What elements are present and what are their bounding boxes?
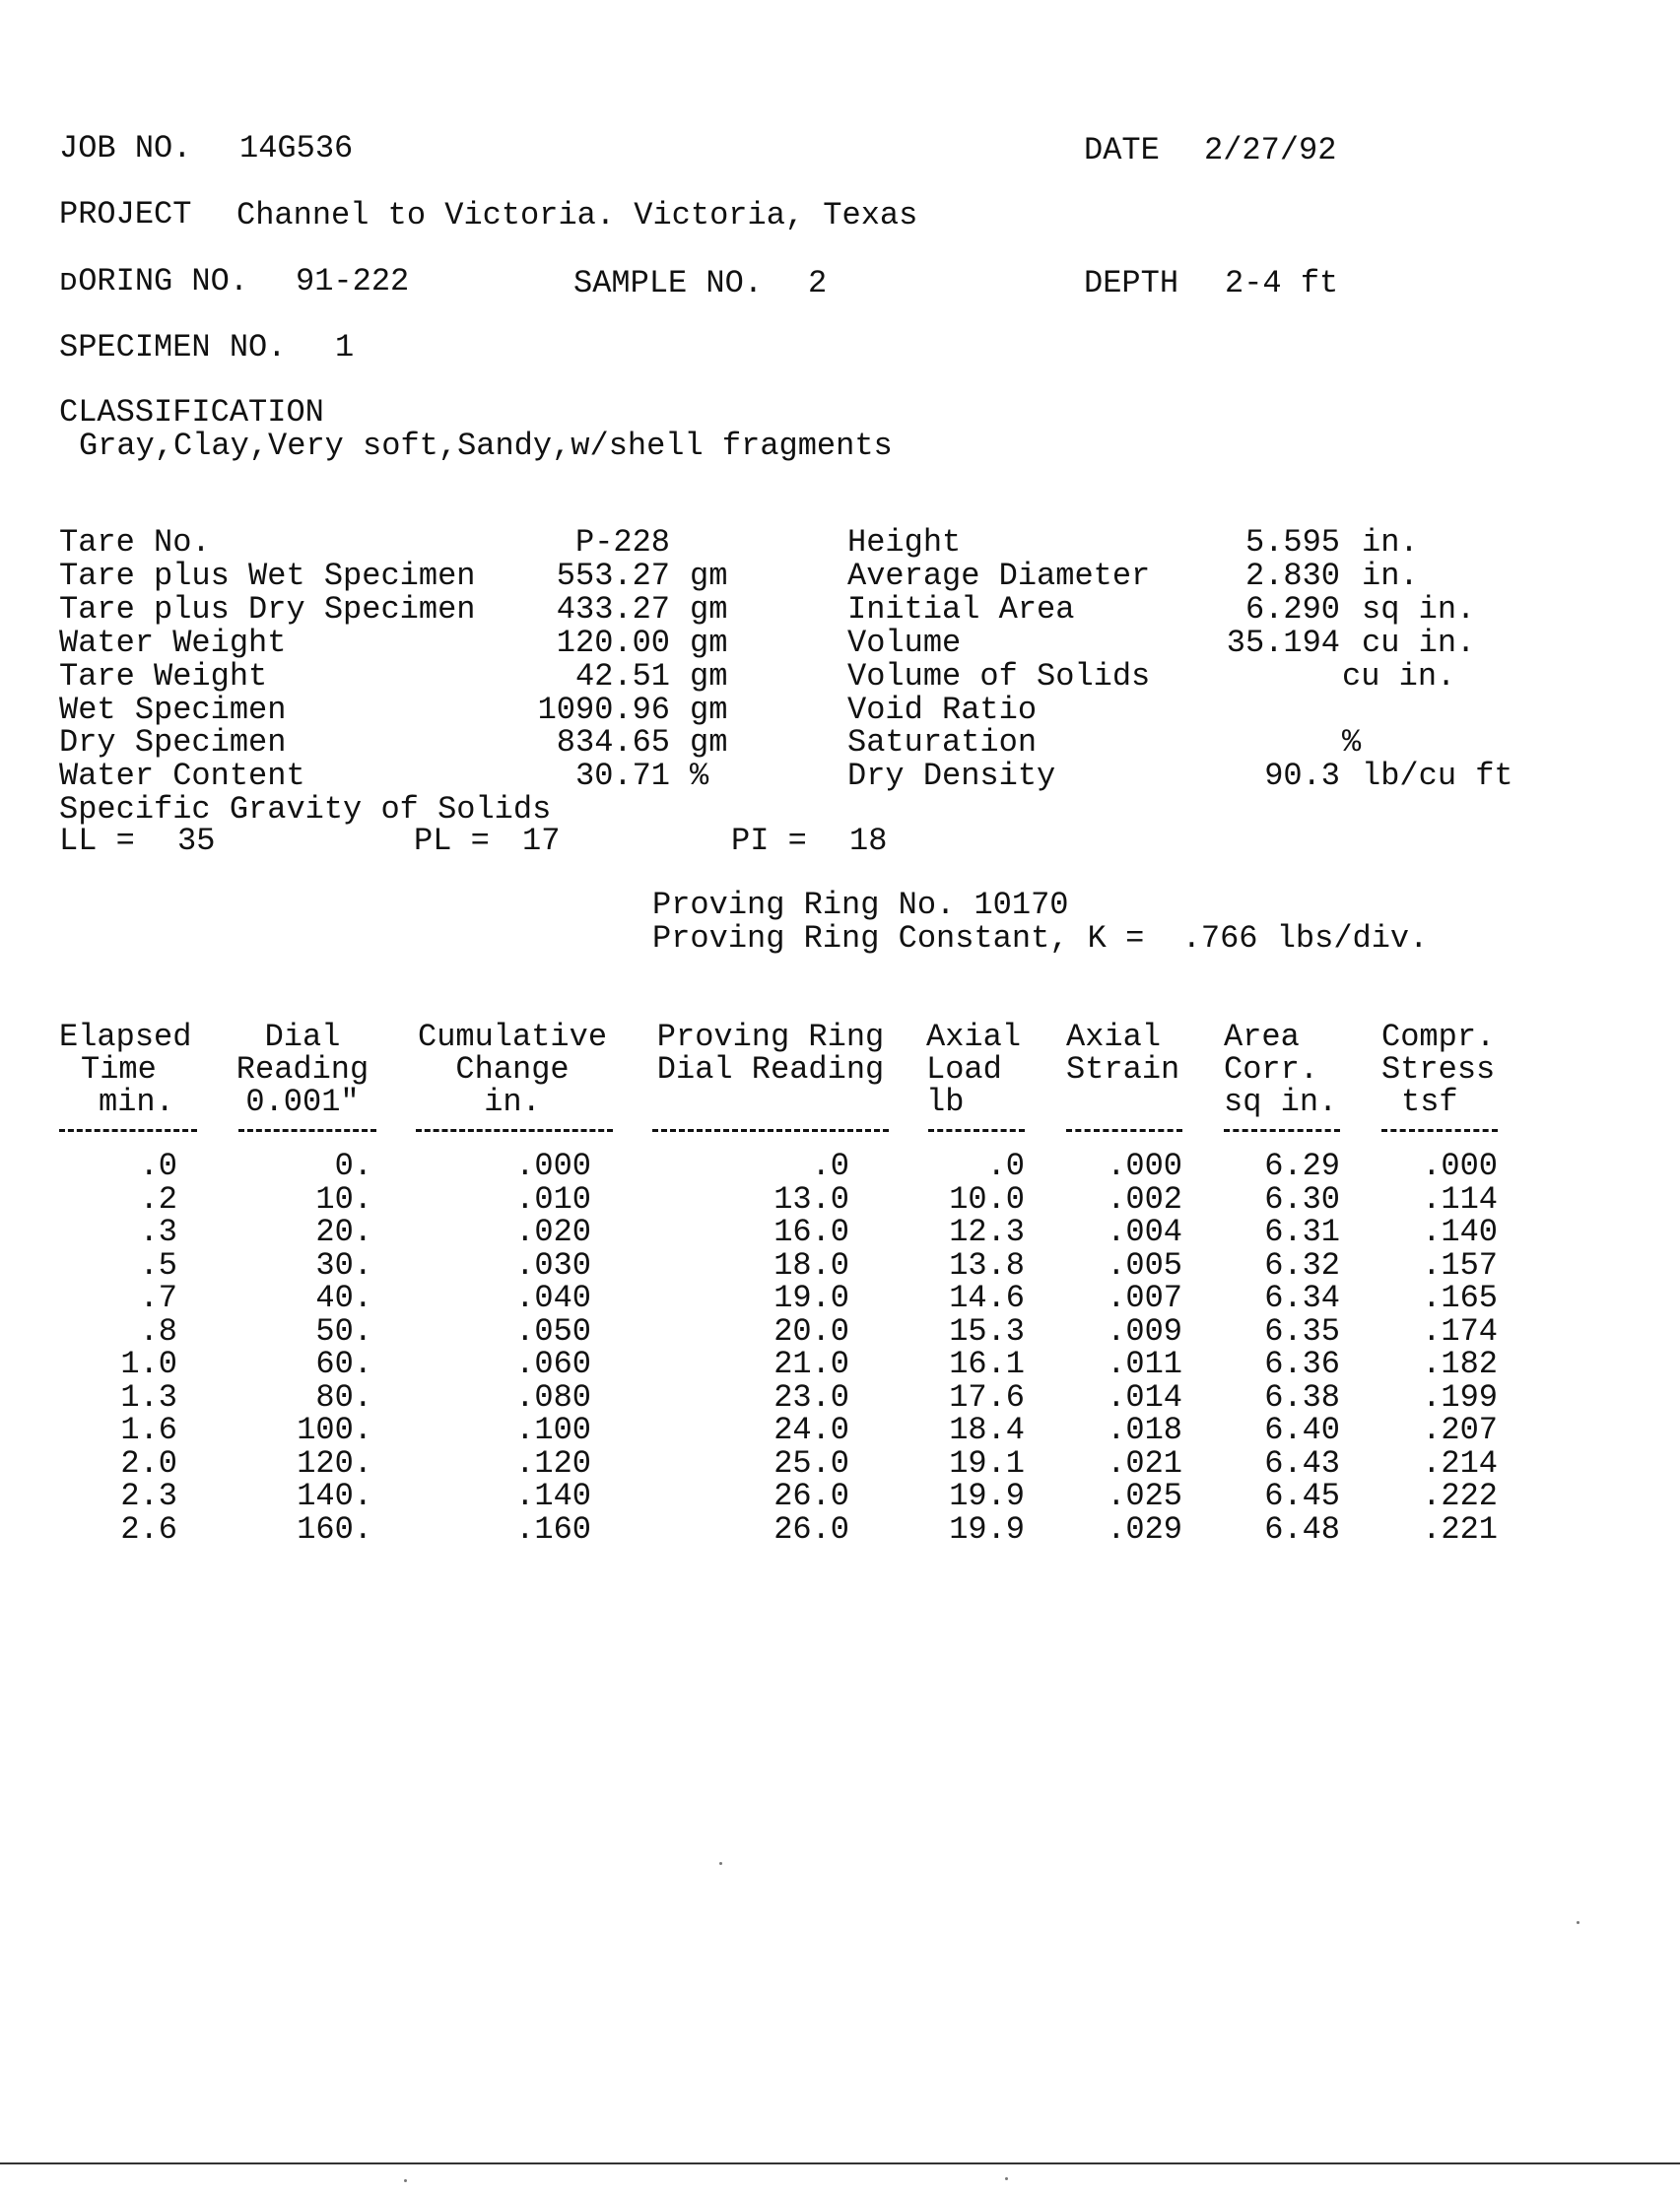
proving-ring-reading-cell: 13.0 <box>773 1181 849 1218</box>
dial-reading-cell: 30. <box>315 1247 372 1284</box>
elapsed-time-cell: .7 <box>139 1280 177 1316</box>
proving-ring-reading-cell: 16.0 <box>773 1214 849 1250</box>
prop-unit: in. <box>1362 524 1419 561</box>
header-cumulative-change-line1: Cumulative <box>417 1019 608 1055</box>
area-corr-cell: 6.29 <box>1264 1148 1340 1184</box>
plasticity-index-value: 18 <box>849 823 888 859</box>
prop-unit: gm <box>690 692 728 728</box>
dial-reading-cell: 20. <box>315 1214 372 1250</box>
header-dial-reading-line3: 0.001" <box>245 1084 360 1120</box>
classification-value: Gray,Clay,Very soft,Sandy,w/shell fragments <box>79 428 893 464</box>
scan-speck <box>1005 2177 1008 2180</box>
cumulative-change-cell: .160 <box>515 1511 591 1548</box>
cumulative-change-cell: .120 <box>515 1445 591 1482</box>
header-axial-load-line2: Load <box>926 1051 1002 1088</box>
dial-reading-cell: 100. <box>297 1412 372 1448</box>
header-area-corr-line1: Area <box>1224 1019 1300 1055</box>
header-compr-stress-line3: tsf <box>1401 1084 1458 1120</box>
prop-label: Height <box>847 524 962 561</box>
prop-value: 2.830 <box>1244 558 1340 594</box>
header-elapsed-time-line3: min. <box>99 1084 174 1120</box>
compr-stress-cell: .165 <box>1422 1280 1498 1316</box>
area-corr-cell: 6.30 <box>1264 1181 1340 1218</box>
prop-label: Dry Specimen <box>59 724 287 761</box>
prop-unit: cu in. <box>1342 658 1456 695</box>
axial-strain-cell: .005 <box>1107 1247 1182 1284</box>
cumulative-change-cell: .000 <box>515 1148 591 1184</box>
proving-ring-reading-cell: 25.0 <box>773 1445 849 1482</box>
axial-load-cell: 12.3 <box>949 1214 1025 1250</box>
elapsed-time-cell: .5 <box>139 1247 177 1284</box>
compr-stress-cell: .000 <box>1422 1148 1498 1184</box>
prop-label: Tare plus Dry Specimen <box>59 591 476 628</box>
prop-label: Tare plus Wet Specimen <box>59 558 476 594</box>
prop-unit: gm <box>690 724 728 761</box>
page-bottom-rule <box>0 2162 1680 2164</box>
axial-strain-cell: .029 <box>1107 1511 1182 1548</box>
date-value: 2/27/92 <box>1204 132 1337 168</box>
date-label: DATE <box>1084 132 1160 168</box>
cumulative-change-cell: .080 <box>515 1379 591 1416</box>
prop-label: Saturation <box>847 724 1038 761</box>
axial-load-cell: 17.6 <box>949 1379 1025 1416</box>
compr-stress-cell: .174 <box>1422 1313 1498 1350</box>
dial-reading-cell: 120. <box>297 1445 372 1482</box>
header-axial-load-line1: Axial <box>926 1019 1022 1055</box>
compr-stress-cell: .157 <box>1422 1247 1498 1284</box>
dial-reading-cell: 160. <box>297 1511 372 1548</box>
compr-stress-cell: .221 <box>1422 1511 1498 1548</box>
header-compr-stress-line2: Stress <box>1381 1051 1496 1088</box>
specific-gravity-label: Specific Gravity of Solids <box>59 791 552 828</box>
proving-ring-reading-cell: 26.0 <box>773 1511 849 1548</box>
depth-value: 2-4 ft <box>1225 265 1339 301</box>
header-elapsed-time-line2: Time <box>81 1051 157 1088</box>
header-separator <box>1381 1129 1498 1132</box>
area-corr-cell: 6.31 <box>1264 1214 1340 1250</box>
axial-load-cell: 19.9 <box>949 1511 1025 1548</box>
axial-strain-cell: .011 <box>1107 1346 1182 1382</box>
prop-label: Dry Density <box>847 758 1056 794</box>
header-separator <box>416 1129 613 1132</box>
plasticity-index-label: PI = <box>731 823 807 859</box>
header-elapsed-time-line1: Elapsed <box>59 1019 192 1055</box>
prop-unit: gm <box>690 558 728 594</box>
prop-value: 6.290 <box>1244 591 1340 628</box>
prop-value: 834.65 <box>556 724 670 761</box>
depth-label: DEPTH <box>1084 265 1179 301</box>
dial-reading-cell: 80. <box>315 1379 372 1416</box>
header-separator <box>59 1129 197 1132</box>
header-compr-stress-line1: Compr. <box>1381 1019 1496 1055</box>
prop-label: Volume <box>847 625 962 661</box>
area-corr-cell: 6.32 <box>1264 1247 1340 1284</box>
proving-ring-reading-cell: 26.0 <box>773 1478 849 1514</box>
proving-ring-reading-cell: .0 <box>811 1148 849 1184</box>
dial-reading-cell: 50. <box>315 1313 372 1350</box>
prop-label: Void Ratio <box>847 692 1038 728</box>
elapsed-time-cell: 2.6 <box>120 1511 177 1548</box>
axial-load-cell: 14.6 <box>949 1280 1025 1316</box>
area-corr-cell: 6.45 <box>1264 1478 1340 1514</box>
axial-strain-cell: .025 <box>1107 1478 1182 1514</box>
boring-number-value: 91-222 <box>296 263 410 299</box>
prop-value: 42.51 <box>574 658 670 695</box>
prop-unit: gm <box>690 658 728 695</box>
header-dial-reading-line2: Reading <box>235 1051 370 1088</box>
axial-load-cell: 13.8 <box>949 1247 1025 1284</box>
compr-stress-cell: .222 <box>1422 1478 1498 1514</box>
project-label: PROJECT <box>59 196 192 233</box>
elapsed-time-cell: .0 <box>139 1148 177 1184</box>
cumulative-change-cell: .030 <box>515 1247 591 1284</box>
liquid-limit-value: 35 <box>177 823 216 859</box>
dial-reading-cell: 40. <box>315 1280 372 1316</box>
header-axial-strain-line1: Axial <box>1066 1019 1162 1055</box>
elapsed-time-cell: 1.0 <box>120 1346 177 1382</box>
prop-value: 30.71 <box>574 758 670 794</box>
axial-strain-cell: .014 <box>1107 1379 1182 1416</box>
specimen-number-label: SPECIMEN NO. <box>59 329 287 366</box>
compr-stress-cell: .140 <box>1422 1214 1498 1250</box>
proving-ring-number: Proving Ring No. 10170 <box>652 887 1069 923</box>
project-value: Channel to Victoria. Victoria, Texas <box>236 197 918 233</box>
scan-speck <box>1577 1921 1579 1924</box>
prop-value: P-228 <box>574 524 670 561</box>
header-area-corr-line3: sq in. <box>1224 1084 1338 1120</box>
prop-value: 90.3 <box>1264 758 1340 794</box>
axial-strain-cell: .004 <box>1107 1214 1182 1250</box>
elapsed-time-cell: .3 <box>139 1214 177 1250</box>
prop-value: 1090.96 <box>537 692 670 728</box>
prop-unit: % <box>690 758 709 794</box>
area-corr-cell: 6.43 <box>1264 1445 1340 1482</box>
prop-unit: sq in. <box>1362 591 1476 628</box>
classification-label: CLASSIFICATION <box>59 394 324 431</box>
proving-ring-reading-cell: 19.0 <box>773 1280 849 1316</box>
prop-unit: in. <box>1362 558 1419 594</box>
axial-strain-cell: .018 <box>1107 1412 1182 1448</box>
axial-strain-cell: .009 <box>1107 1313 1182 1350</box>
proving-ring-reading-cell: 24.0 <box>773 1412 849 1448</box>
header-cumulative-change-line3: in. <box>484 1084 541 1120</box>
prop-value: 5.595 <box>1244 524 1340 561</box>
proving-ring-reading-cell: 18.0 <box>773 1247 849 1284</box>
area-corr-cell: 6.36 <box>1264 1346 1340 1382</box>
cumulative-change-cell: .040 <box>515 1280 591 1316</box>
prop-label: Water Content <box>59 758 305 794</box>
prop-value: 120.00 <box>556 625 670 661</box>
compr-stress-cell: .214 <box>1422 1445 1498 1482</box>
axial-strain-cell: .021 <box>1107 1445 1182 1482</box>
dial-reading-cell: 140. <box>297 1478 372 1514</box>
header-separator <box>1066 1129 1182 1132</box>
prop-unit: % <box>1342 724 1362 761</box>
cumulative-change-cell: .020 <box>515 1214 591 1250</box>
prop-label: Tare No. <box>59 524 211 561</box>
header-axial-strain-line2: Strain <box>1066 1051 1180 1088</box>
prop-value: 35.194 <box>1226 625 1340 661</box>
header-axial-load-line3: lb <box>926 1084 965 1120</box>
area-corr-cell: 6.38 <box>1264 1379 1340 1416</box>
prop-label: Tare Weight <box>59 658 268 695</box>
liquid-limit-label: LL = <box>59 823 135 859</box>
elapsed-time-cell: 1.6 <box>120 1412 177 1448</box>
header-separator <box>238 1129 376 1132</box>
sample-number-value: 2 <box>808 265 828 301</box>
area-corr-cell: 6.48 <box>1264 1511 1340 1548</box>
sample-number-label: SAMPLE NO. <box>573 265 764 301</box>
proving-ring-constant: Proving Ring Constant, K = .766 lbs/div. <box>652 920 1429 957</box>
axial-strain-cell: .002 <box>1107 1181 1182 1218</box>
axial-load-cell: 16.1 <box>949 1346 1025 1382</box>
axial-load-cell: .0 <box>986 1148 1025 1184</box>
cumulative-change-cell: .140 <box>515 1478 591 1514</box>
header-separator <box>928 1129 1025 1132</box>
prop-value: 553.27 <box>556 558 670 594</box>
prop-label: Water Weight <box>59 625 287 661</box>
proving-ring-reading-cell: 21.0 <box>773 1346 849 1382</box>
area-corr-cell: 6.35 <box>1264 1313 1340 1350</box>
axial-load-cell: 18.4 <box>949 1412 1025 1448</box>
area-corr-cell: 6.40 <box>1264 1412 1340 1448</box>
axial-load-cell: 19.1 <box>949 1445 1025 1482</box>
area-corr-cell: 6.34 <box>1264 1280 1340 1316</box>
header-area-corr-line2: Corr. <box>1224 1051 1319 1088</box>
axial-load-cell: 19.9 <box>949 1478 1025 1514</box>
dial-reading-cell: 10. <box>315 1181 372 1218</box>
cumulative-change-cell: .060 <box>515 1346 591 1382</box>
compr-stress-cell: .199 <box>1422 1379 1498 1416</box>
elapsed-time-cell: .2 <box>139 1181 177 1218</box>
compr-stress-cell: .207 <box>1422 1412 1498 1448</box>
cumulative-change-cell: .050 <box>515 1313 591 1350</box>
elapsed-time-cell: 1.3 <box>120 1379 177 1416</box>
header-cumulative-change-line2: Change <box>455 1051 570 1088</box>
header-separator <box>652 1129 889 1132</box>
specimen-number-value: 1 <box>335 329 355 366</box>
dial-reading-cell: 0. <box>334 1148 372 1184</box>
header-dial-reading-line1: Dial <box>264 1019 341 1055</box>
dial-reading-cell: 60. <box>315 1346 372 1382</box>
compr-stress-cell: .182 <box>1422 1346 1498 1382</box>
header-proving-ring-line2: Dial Reading <box>656 1051 885 1088</box>
header-separator <box>1224 1129 1340 1132</box>
proving-ring-reading-cell: 20.0 <box>773 1313 849 1350</box>
scan-speck <box>404 2179 407 2182</box>
prop-unit: gm <box>690 591 728 628</box>
prop-unit: cu in. <box>1362 625 1476 661</box>
prop-value: 433.27 <box>556 591 670 628</box>
boring-number-label: ᴅORING NO. <box>59 263 249 299</box>
proving-ring-reading-cell: 23.0 <box>773 1379 849 1416</box>
header-proving-ring-line1: Proving Ring <box>656 1019 885 1055</box>
prop-label: Volume of Solids <box>847 658 1151 695</box>
prop-label: Wet Specimen <box>59 692 287 728</box>
elapsed-time-cell: 2.0 <box>120 1445 177 1482</box>
axial-load-cell: 10.0 <box>949 1181 1025 1218</box>
elapsed-time-cell: .8 <box>139 1313 177 1350</box>
prop-label: Average Diameter <box>847 558 1151 594</box>
axial-strain-cell: .007 <box>1107 1280 1182 1316</box>
plastic-limit-label: PL = <box>414 823 490 859</box>
prop-unit: gm <box>690 625 728 661</box>
axial-strain-cell: .000 <box>1107 1148 1182 1184</box>
axial-load-cell: 15.3 <box>949 1313 1025 1350</box>
scan-speck <box>719 1862 722 1865</box>
cumulative-change-cell: .010 <box>515 1181 591 1218</box>
job-number-label: JOB NO. <box>59 130 192 166</box>
compr-stress-cell: .114 <box>1422 1181 1498 1218</box>
prop-label: Initial Area <box>847 591 1075 628</box>
prop-unit: lb/cu ft <box>1362 758 1513 794</box>
elapsed-time-cell: 2.3 <box>120 1478 177 1514</box>
job-number-value: 14G536 <box>239 130 354 166</box>
cumulative-change-cell: .100 <box>515 1412 591 1448</box>
plastic-limit-value: 17 <box>522 823 561 859</box>
